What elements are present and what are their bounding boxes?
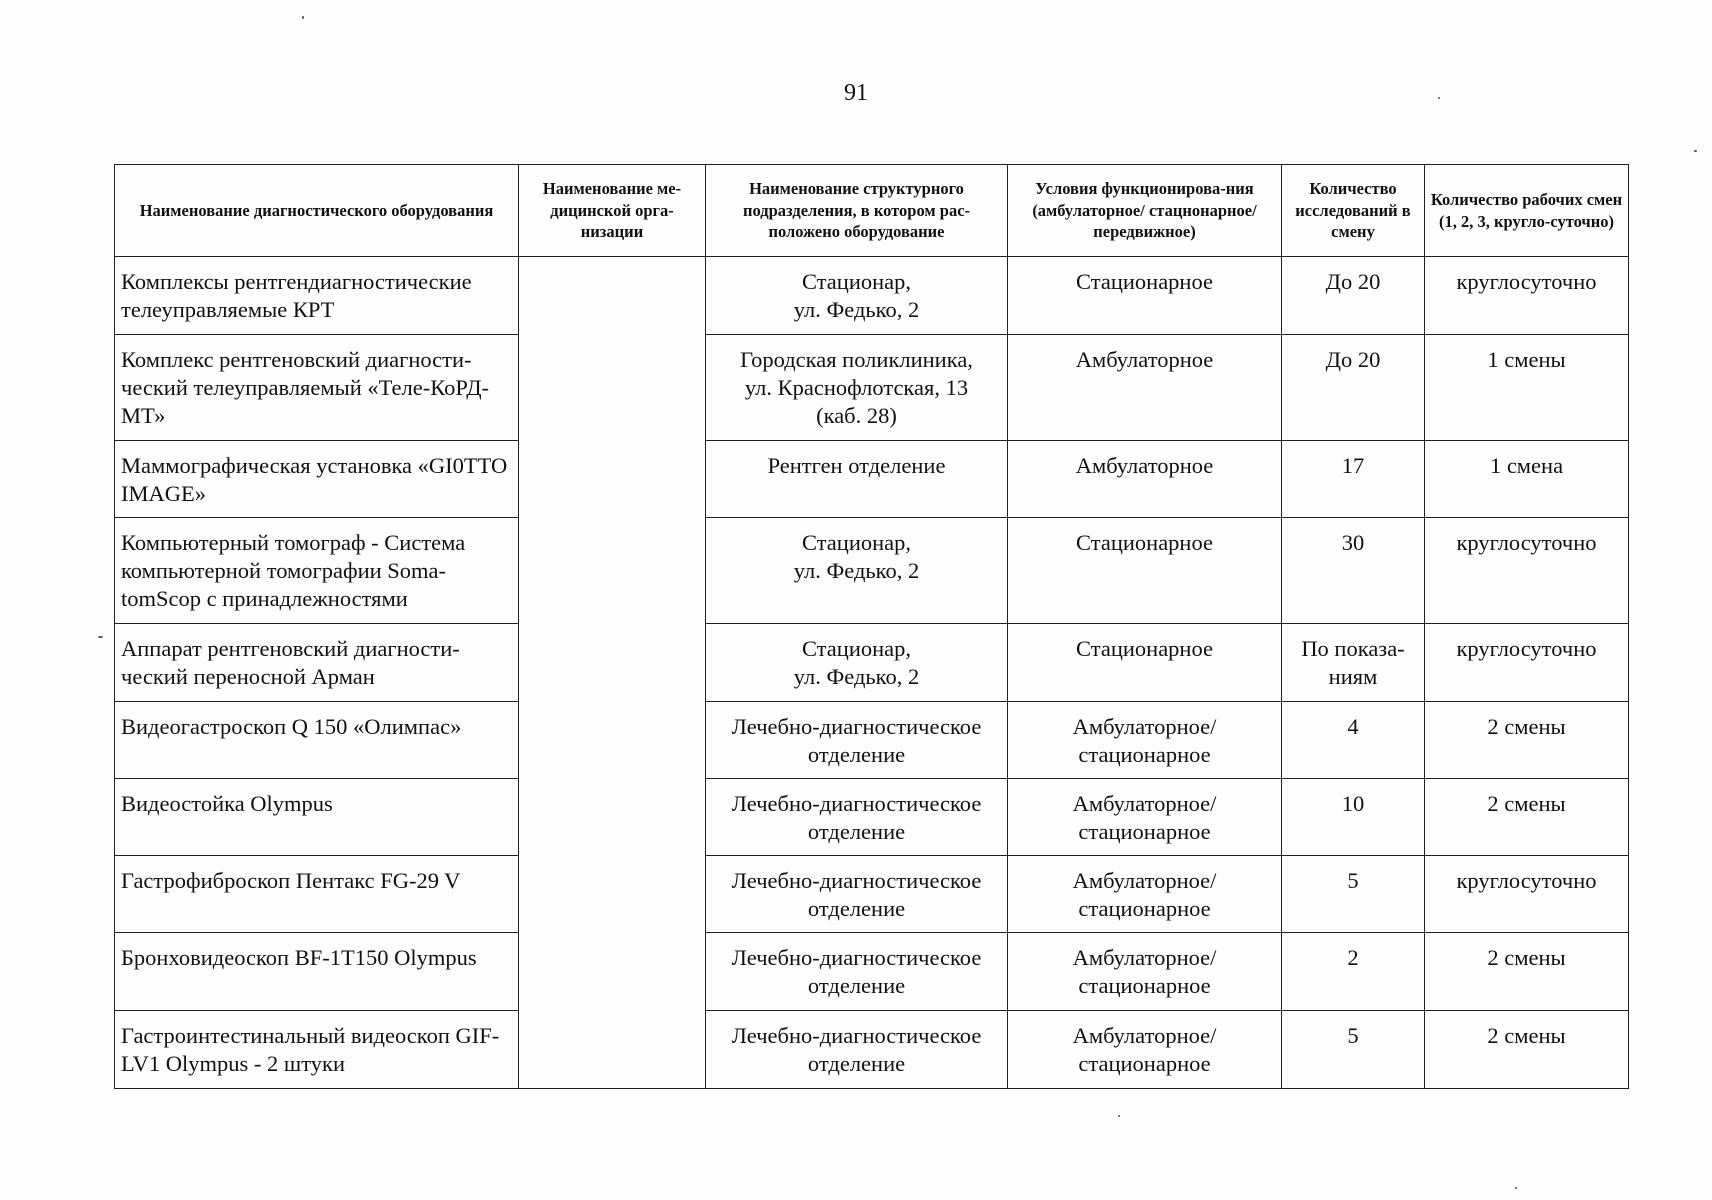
table-header-row <box>115 165 1629 257</box>
conditions-cell: Стационарное <box>1008 624 1282 702</box>
header-exams: Количество исследований в смену <box>1282 165 1425 257</box>
exams-cell: 2 <box>1282 933 1425 1011</box>
table-row <box>115 779 1629 856</box>
table-row <box>115 518 1629 624</box>
department-cell: Лечебно-диагностическое отделение <box>706 779 1008 856</box>
organization-cell <box>519 257 706 1089</box>
shifts-cell: круглосуточно <box>1425 856 1629 933</box>
conditions-cell: Амбулаторное <box>1008 335 1282 441</box>
equipment-cell: Компьютерный томограф - Система компьютерной томографии Soma-tomScop с принадлежностями <box>115 518 519 624</box>
table-row <box>115 257 1629 335</box>
equipment-cell: Гастрофиброскоп Пентакс FG-29 V <box>115 856 519 933</box>
table-row <box>115 441 1629 518</box>
exams-cell: 10 <box>1282 779 1425 856</box>
exams-cell: 5 <box>1282 1011 1425 1089</box>
scan-speck <box>98 636 103 638</box>
conditions-cell: Амбулаторное/ стационарное <box>1008 933 1282 1011</box>
header-department: Наименование структурного подразделения, в котором рас-положено оборудование <box>706 165 1008 257</box>
scan-speck <box>302 16 304 19</box>
shifts-cell: 2 смены <box>1425 1011 1629 1089</box>
department-cell: Стационар, ул. Федько, 2 <box>706 624 1008 702</box>
equipment-cell: Маммографическая установка «GI0TTO IMAGE» <box>115 441 519 518</box>
scan-speck <box>1118 1115 1120 1117</box>
conditions-cell: Стационарное <box>1008 518 1282 624</box>
conditions-cell: Амбулаторное/ стационарное <box>1008 779 1282 856</box>
equipment-cell: Комплекс рентгеновский диагности-ческий телеуправляемый «Теле-КоРД-МТ» <box>115 335 519 441</box>
shifts-cell: 1 смена <box>1425 441 1629 518</box>
table-row <box>115 702 1629 779</box>
equipment-cell: Видеогастроскоп Q 150 «Олимпас» <box>115 702 519 779</box>
department-cell: Лечебно-диагностическое отделение <box>706 933 1008 1011</box>
shifts-cell: 2 смены <box>1425 933 1629 1011</box>
scan-speck <box>1515 1187 1517 1189</box>
conditions-cell: Амбулаторное/ стационарное <box>1008 856 1282 933</box>
conditions-cell: Амбулаторное <box>1008 441 1282 518</box>
conditions-cell: Амбулаторное/ стационарное <box>1008 1011 1282 1089</box>
exams-cell: 5 <box>1282 856 1425 933</box>
department-cell: Стационар, ул. Федько, 2 <box>706 257 1008 335</box>
shifts-cell: 1 смены <box>1425 335 1629 441</box>
table-row <box>115 335 1629 441</box>
shifts-cell: круглосуточно <box>1425 257 1629 335</box>
table-row <box>115 856 1629 933</box>
page-number: 91 <box>844 80 868 106</box>
equipment-cell: Бронховидеоскоп BF-1T150 Olympus <box>115 933 519 1011</box>
equipment-cell: Видеостойка Olympus <box>115 779 519 856</box>
table-row <box>115 1011 1629 1089</box>
equipment-cell: Аппарат рентгеновский диагности-ческий переносной Арман <box>115 624 519 702</box>
exams-cell: До 20 <box>1282 257 1425 335</box>
conditions-cell: Стационарное <box>1008 257 1282 335</box>
equipment-cell: Гастроинтестинальный видеоскоп GIF-LV1 Olympus - 2 штуки <box>115 1011 519 1089</box>
shifts-cell: 2 смены <box>1425 702 1629 779</box>
header-shifts: Количество рабочих смен (1, 2, 3, кругло-суточно) <box>1425 165 1629 257</box>
header-equipment: Наименование диагностического оборудования <box>115 165 519 257</box>
scan-speck <box>1438 97 1440 99</box>
header-conditions: Условия функционирова-ния (амбулаторное/ стацнонарное/передвижное) <box>1008 165 1282 257</box>
equipment-cell: Комплексы рентгендиагностические телеуправляемые КРТ <box>115 257 519 335</box>
exams-cell: 17 <box>1282 441 1425 518</box>
department-cell: Стационар, ул. Федько, 2 <box>706 518 1008 624</box>
department-cell: Лечебно-диагностическое отделение <box>706 702 1008 779</box>
scan-speck <box>1694 150 1697 152</box>
department-cell: Городская поликлиника, ул. Краснофлотская, 13 (каб. 28) <box>706 335 1008 441</box>
conditions-cell: Амбулаторное/ стационарное <box>1008 702 1282 779</box>
shifts-cell: круглосуточно <box>1425 518 1629 624</box>
diagnostic-equipment-table <box>114 164 1629 1089</box>
shifts-cell: круглосуточно <box>1425 624 1629 702</box>
header-organization: Наименование ме-дицинской орга-низации <box>519 165 706 257</box>
exams-cell: 30 <box>1282 518 1425 624</box>
department-cell: Лечебно-диагностическое отделение <box>706 1011 1008 1089</box>
exams-cell: 4 <box>1282 702 1425 779</box>
exams-cell: По показа-ниям <box>1282 624 1425 702</box>
department-cell: Лечебно-диагностическое отделение <box>706 856 1008 933</box>
exams-cell: До 20 <box>1282 335 1425 441</box>
table-row <box>115 933 1629 1011</box>
table-row <box>115 624 1629 702</box>
department-cell: Рентген отделение <box>706 441 1008 518</box>
shifts-cell: 2 смены <box>1425 779 1629 856</box>
